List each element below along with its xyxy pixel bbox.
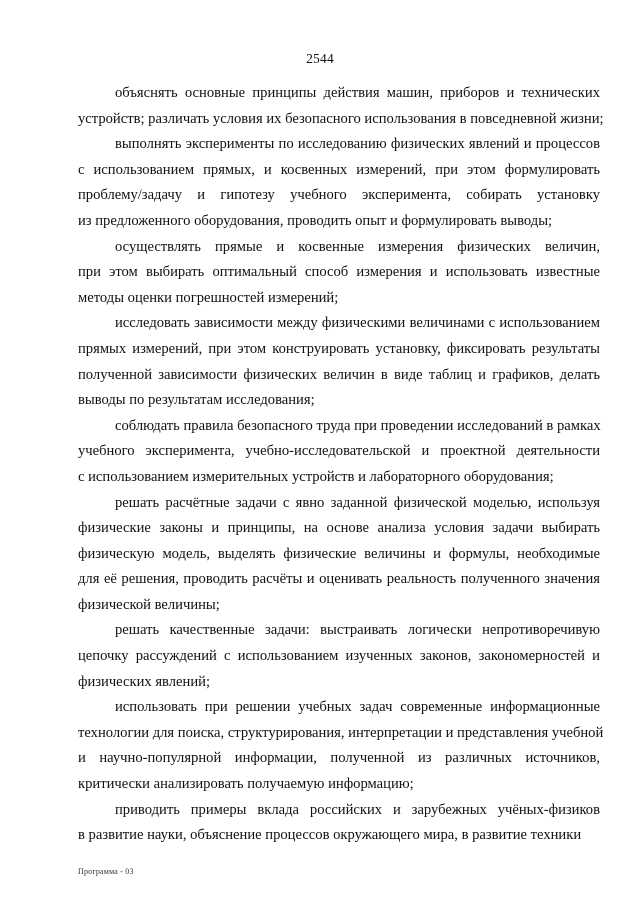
text-line: с использованием измерительных устройств и лабораторного оборудования;	[78, 468, 554, 485]
body-text	[78, 81, 604, 849]
page-number: 2544	[306, 51, 334, 66]
paragraph	[78, 235, 600, 312]
text-line: цепочку рассуждений с использованием изученных законов, закономерностей и	[78, 648, 600, 665]
text-line: прямых измерений, при этом конструировать установку, фиксировать результаты	[78, 340, 600, 357]
paragraph	[78, 618, 600, 695]
paragraph	[78, 311, 600, 413]
text-line: физических явлений;	[78, 673, 210, 690]
text-line: учебного эксперимента, учебно-исследовательской и проектной деятельности	[78, 443, 600, 460]
paragraph	[78, 491, 600, 619]
text-line: методы оценки погрешностей измерений;	[78, 289, 339, 306]
paragraph	[78, 798, 600, 849]
text-line: физическую модель, выделять физические величины и формулы, необходимые	[78, 545, 600, 562]
text-line: устройств; различать условия их безопасного использования в повседневной жизни;	[78, 110, 604, 127]
text-line: при этом выбирать оптимальный способ измерения и использовать известные	[78, 264, 600, 281]
paragraph	[78, 414, 600, 491]
text-line: соблюдать правила безопасного труда при проведении исследований в рамках	[115, 417, 601, 434]
text-line: решать расчётные задачи с явно заданной физической моделью, используя	[115, 494, 600, 511]
text-line: полученной зависимости физических величин в виде таблиц и графиков, делать	[78, 366, 600, 383]
text-line: с использованием прямых, и косвенных измерений, при этом формулировать	[78, 161, 600, 178]
text-line: для её решения, проводить расчёты и оценивать реальность полученного значения	[78, 571, 600, 588]
text-line: объяснять основные принципы действия машин, приборов и технических	[115, 85, 600, 101]
text-line: критически анализировать получаемую информацию;	[78, 776, 414, 793]
text-line: выводы по результатам исследования;	[78, 392, 315, 409]
paragraph	[78, 132, 600, 234]
text-line: решать качественные задачи: выстраивать логически непротиворечивую	[115, 622, 600, 639]
text-line: физической величины;	[78, 596, 220, 613]
text-line: из предложенного оборудования, проводить опыт и формулировать выводы;	[78, 212, 553, 229]
paragraph	[78, 695, 604, 797]
text-line: выполнять эксперименты по исследованию физических явлений и процессов	[115, 136, 600, 153]
text-line: и научно-популярной информации, полученной из различных источников,	[78, 750, 600, 767]
text-line: в развитие науки, объяснение процессов окружающего мира, в развитие техники	[78, 827, 582, 844]
text-line: технологии для поиска, структурирования, интерпретации и представления учебной	[78, 724, 604, 741]
text-line: приводить примеры вклада российских и зарубежных учёных-физиков	[115, 801, 600, 818]
footer-label: Программа - 03	[78, 867, 134, 876]
text-line: физические законы и принципы, на основе анализа условия задачи выбирать	[78, 520, 600, 537]
paragraph	[78, 81, 604, 132]
text-line: осуществлять прямые и косвенные измерения физических величин,	[115, 238, 600, 255]
text-line: исследовать зависимости между физическими величинами с использованием	[115, 315, 600, 332]
text-line: использовать при решении учебных задач современные информационные	[115, 699, 600, 716]
text-line: проблему/задачу и гипотезу учебного эксперимента, собирать установку	[78, 187, 600, 204]
